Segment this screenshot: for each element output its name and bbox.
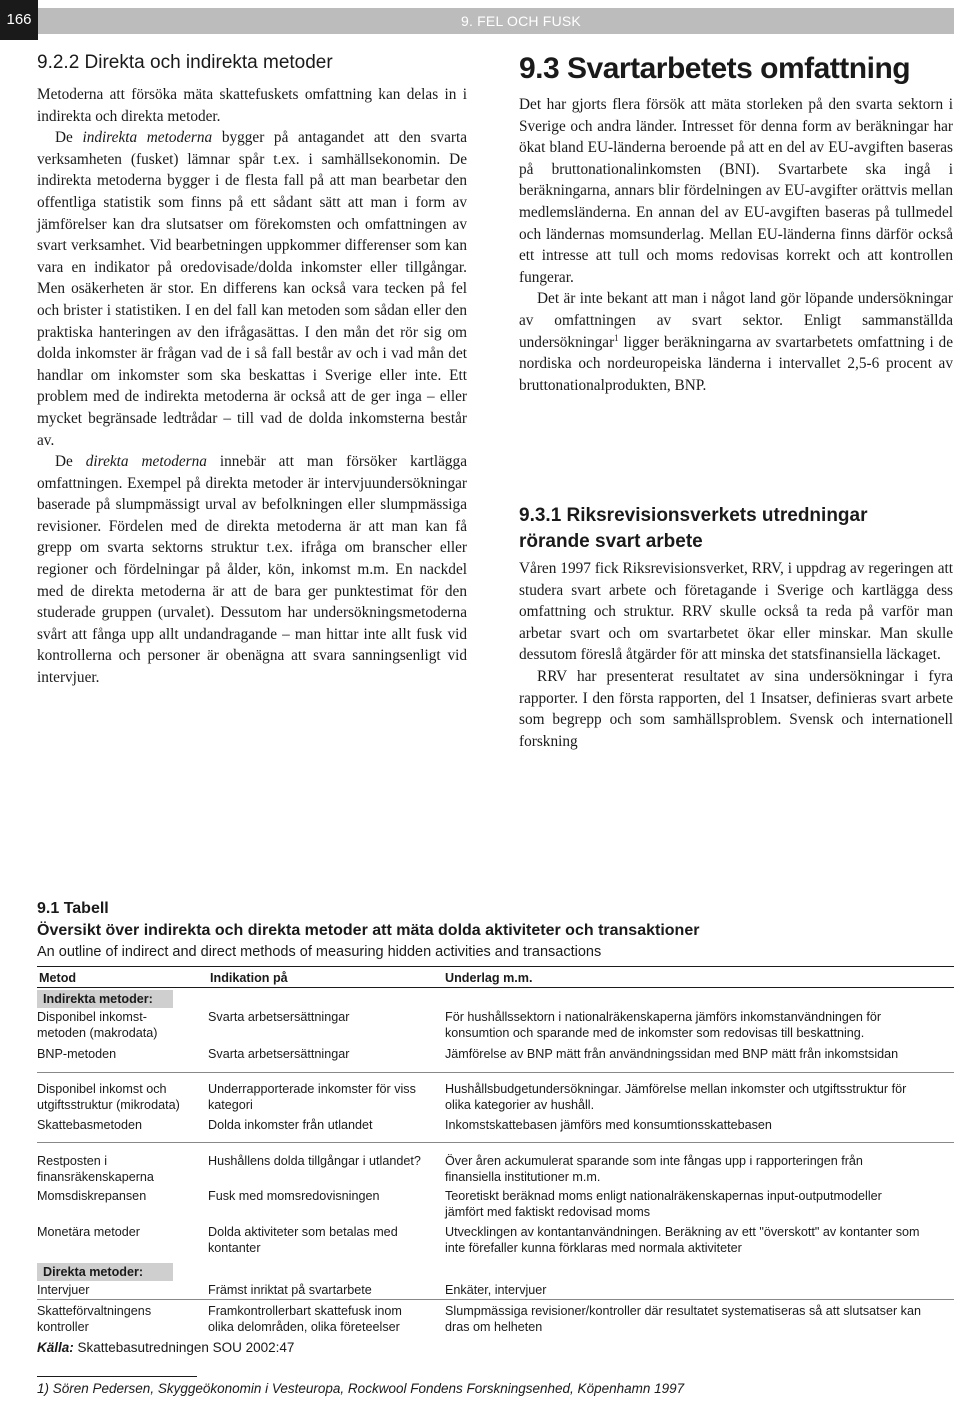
section-heading-93: 9.3 Svartarbetets omfattning: [519, 52, 911, 85]
right-paragraph-3: Våren 1997 fick Riksrevisionsverket, RRV, i uppdrag av regeringen att studera svart arbete och företagande i Sverige och kartlägga dess omfattning och struktur. RRV skulle också ta reda på varför man arbetar svart och om svartarbetet ökar eller minskar. Man skulle dessutom föreslå åtgärder för att minska det statsfinansiella läckaget.: [519, 560, 953, 664]
left-paragraph-1: Metoderna att försöka mäta skattefuskets omfattning kan delas in i indirekta och direkta metoder.: [37, 86, 467, 125]
section-indirect: Indirekta metoder:: [37, 990, 173, 1008]
table-title: Översikt över indirekta och direkta metoder att mäta dolda aktiviteter och transaktioner: [37, 922, 700, 939]
table-source: Källa: Skattebasutredningen SOU 2002:47: [37, 1340, 295, 1355]
section-heading-922: 9.2.2 Direkta och indirekta metoder: [37, 52, 333, 73]
left-paragraph-3: De direkta metoderna innebär att man försöker kartlägga omfattningen. Exempel på direkta metoder är intervjuundersökningar baserade på slumpmässigt urval av befolkningen eller slumpmässiga revisioner. Fördelen med de direkta metoderna är att man kan få grepp om svarta sektorns struktur t.ex. ifråga om branscher eller regioner och fördelningar på ålder, kön, inkomst m.m. En nackdel med de direkta metoderna är att de bara ger punktestimat för den studerade gruppen (urvalet). Dessutom har undersökningsmetoderna svårt att fånga upp allt undandragande – man hittar inte allt fusk vid kontrollerna och personer är obenägna att svara sanningsenligt vid intervjuer.: [37, 453, 467, 687]
footnote-rule: [37, 1376, 197, 1377]
left-paragraph-2: De indirekta metoderna bygger på antagandet att den svarta verksamheten (fusket) lämnar spår t.ex. i samhällsekonomin. De indirekta metoderna bygger i de flesta fall på att man bearbetar den offentliga statistik som finns på ett sådant sätt att man i form av jämförelser kan dra slutsatser om förekomsten och omfattningen av svart verksamhet. Vid bearbetningen uppkommer differenser som kan vara en indikator på oredovisade/dolda inkomster eller tillgångar. Men osäkerheten är stor. En differens kan också vara tecken på fel och brister i statistiken. I en del fall kan metoden som sådan eller den praktiska hanteringen av den ifrågasättas. I den mån det rör sig om dolda inkomster är frågan vad de i så fall består av och i vad mån det handlar om inkomster som ska beskattas i Sverige eller inte. Ett problem med de indirekta metoderna är också att de ger inga – eller mycket begränsade ledtrådar – till vad de dolda inkomsterna består av.: [37, 129, 468, 449]
table-caption: [37, 898, 954, 962]
right-column-top: [519, 94, 953, 396]
header-metod: Metod: [39, 971, 77, 985]
left-column: [37, 84, 467, 689]
header-indikation: Indikation på: [210, 971, 288, 985]
header-underlag: Underlag m.m.: [445, 971, 533, 985]
right-paragraph-4: RRV har presenterat resultatet av sina undersökningar i fyra rapporter. I den första rapporten, del 1 Insatser, definieras svart arbete som begrepp och som samhällsproblem. Svensk och internationell forskning: [519, 667, 953, 750]
section-direct: Direkta metoder:: [37, 1263, 173, 1281]
footnote-ref: 1: [614, 332, 619, 343]
chapter-title: 9. FEL OCH FUSK: [461, 13, 581, 29]
footnote: 1) Sören Pedersen, Skyggeökonomin i Vesteuropa, Rockwool Fondens Forskningsenhed, Köpenhamn 1997: [37, 1381, 685, 1396]
section-heading-931: 9.3.1 Riksrevisionsverkets utredningar rörande svart arbete: [519, 505, 868, 552]
right-column-bottom: [519, 558, 953, 752]
table-subtitle: An outline of indirect and direct methods of measuring hidden activities and transactions: [37, 944, 602, 960]
page-number: 166: [0, 0, 38, 40]
right-paragraph-2: Det är inte bekant att man i något land gör löpande undersökningar av omfattningen av svart sektor. Enligt sammanställda undersökningar$^1$ ligger beräkningarna av svartarbetets omfattning i de nordiska och nordeuropeiska länderna i intervallet 2,5-6 procent av bruttonationalprodukten, BNP.: [519, 290, 953, 394]
row-separator: [37, 1142, 954, 1143]
right-paragraph-1: Det har gjorts flera försök att mäta storleken på den svarta sektorn i Sverige och andra länder. Intresset för denna form av beräkningar har ökat bland EU-länderna beroende på att en del av EU-avgiften baseras på bruttonationalinkomsten (BNI). Svartarbete ska ingå i beräkningarna, annars blir fördelningen av EU-avgifter orättvis mellan medlemsländerna. En annan del av EU-avgiften baseras på tullmedel och ländernas momsunderlag. Mellan EU-länderna finns därför också ett intresse att tull och moms redovisas korrekt och att kontrollen fungerar.: [519, 96, 953, 286]
row-separator: [37, 1299, 954, 1300]
methods-table: Metod Indikation på Underlag m.m. Indirekta metoder: Disponibel inkomst- metoden (makrodata) Svarta arbetsersättningar För hushållssektorn i nationalräkenskaperna jämförs inkomstanvändningen för konsumtion och sparande med de inkomster som redovisas till beskattning. BNP-metoden Svarta arbetsersättningar Jämförelse av BNP mätt från användningssidan med BNP mätt från inkomstsidan Disponibel inkomst och utgiftsstruktur (mikrodata) Underrapporterade inkomster för viss kategori Hushållsbudgetundersökningar. Jämförelse mellan inkomster och utgiftsstruktur för olika kategorier av hushåll. Skattebasmetoden Dolda inkomster från utlandet Inkomstskattebasen jämförs med konsumtionsskattebasen Restposten i finansräkenskaperna Hushållens dolda tillgångar i utlandet? Över åren ackumulerat sparande som inte fångas upp i rapporteringen från finansiella institutioner m.m. Momsdiskrepansen Fusk med momsredovisningen Teoretiskt beräknad moms enligt nationalräkenskapernas input-outputmodeller jämfört med faktiskt redovisad moms Monetära metoder Dolda aktiviteter som betalas med kontanter Utvecklingen av kontantanvändningen. Beräkning av ett "överskott" av kontanter som inte förefaller kunna förklaras med normala aktiviteter Direkta metoder: Intervjuer Främst inriktat på svartarbete Enkäter, intervjuer Skatteförvaltningens kontroller Framkontrollerbart skattefusk inom olika delområden, olika företeelser Slumpmässiga revisioner/kontroller där resultatet systematiseras så att slutsatser kan dras om helheten: [37, 966, 954, 988]
row-separator: [37, 1072, 954, 1073]
table-header-row: [37, 966, 954, 988]
table-label: 9.1 Tabell: [37, 900, 109, 917]
